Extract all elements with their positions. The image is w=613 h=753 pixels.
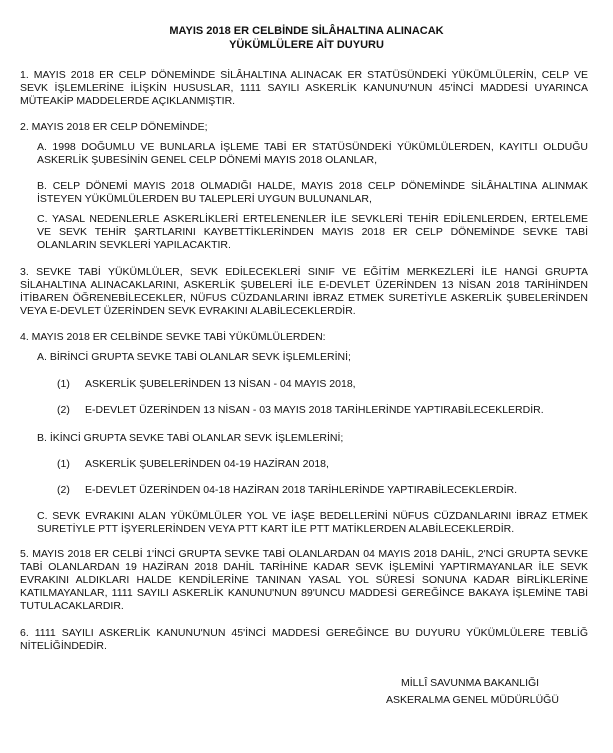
document-title-line2: YÜKÜMLÜLERE AİT DUYURU — [229, 39, 384, 51]
list-item-text: ASKERLİK ŞUBELERİNDEN 13 NİSAN - 04 MAYIS 2018, — [85, 378, 356, 390]
paragraph-4: 4. MAYIS 2018 ER CELBİNDE SEVKE TABİ YÜKÜMLÜLERDEN: — [20, 331, 326, 343]
paragraph-4c: C. SEVK EVRAKINI ALAN YÜKÜMLÜLER YOL VE İAŞE BEDELLERİNİ NÜFUS CÜZDANLARINI İBRAZ ETMEK SURETİYLE PTT İŞYERLERİNDEN VEYA PTT KART İLE PTT MATİKLERDEN ALABİLECEKLERDİR. — [37, 510, 588, 535]
list-item-number: (1) — [57, 378, 70, 390]
list-item-number: (2) — [57, 484, 70, 496]
list-item-4a1 — [57, 378, 597, 391]
document-title-line1: MAYIS 2018 ER CELBİNDE SİLÂHALTINA ALINACAK — [169, 25, 444, 37]
list-item-4b2 — [57, 484, 597, 497]
list-item-4b1 — [57, 458, 597, 471]
paragraph-4a: A. BİRİNCİ GRUPTA SEVKE TABİ OLANLAR SEVK İŞLEMLERİNİ; — [37, 351, 351, 363]
list-item-text: ASKERLİK ŞUBELERİNDEN 04-19 HAZİRAN 2018, — [85, 458, 329, 470]
list-item-text: E-DEVLET ÜZERİNDEN 13 NİSAN - 03 MAYIS 2018 TARİHLERİNDE YAPTIRABİLECEKLERDİR. — [85, 404, 544, 416]
signature-ministry: MİLLÎ SAVUNMA BAKANLIĞI — [401, 677, 540, 689]
signature-directorate: ASKERALMA GENEL MÜDÜRLÜĞÜ — [386, 694, 559, 706]
paragraph-4b: B. İKİNCİ GRUPTA SEVKE TABİ OLANLAR SEVK İŞLEMLERİNİ; — [37, 432, 344, 444]
list-item-number: (2) — [57, 404, 70, 416]
paragraph-3: 3. SEVKE TABİ YÜKÜMLÜLER, SEVK EDİLECEKLERİ SINIF VE EĞİTİM MERKEZLERİ İLE HANGİ GRUPTA SİLAHALTINA ALINACAKLARINI, ASKERLİK ŞUBELERİ İLE E-DEVLET ÜZERİNDEN 13 NİSAN 2018 TARİHİNDEN İTİBAREN ÖĞRENEBİLECEKLER, NÜFUS CÜZDANLARINI İBRAZ ETMEK SURETİYLE ASKERLİK ŞUBELERİNDEN VEYA E-DEVLET ÜZERİNDEN SEVK EVRAKINI ALABİLECEKLERDİR. — [20, 266, 588, 317]
paragraph-1: 1. MAYIS 2018 ER CELP DÖNEMİNDE SİLÂHALTINA ALINACAK ER STATÜSÜNDEKİ YÜKÜMLÜLERİN, CELP VE SEVK İŞLEMLERİNE İLİŞKİN HUSUSLAR, 1111 SAYILI ASKERLİK KANUNU'NUN 45'İNCİ MADDESİ UYARINCA MÜTEAKİP MADDELERDE AÇIKLANMIŞTIR. — [20, 69, 588, 107]
list-item-number: (1) — [57, 458, 70, 470]
paragraph-2a: A. 1998 DOĞUMLU VE BUNLARLA İŞLEME TABİ ER STATÜSÜNDEKİ YÜKÜMLÜLERDEN, KAYITLI OLDUĞU ASKERLİK ŞUBESİNİN GENEL CELP DÖNEMİ MAYIS 2018 OLANLAR, — [37, 141, 588, 166]
paragraph-2c: C. YASAL NEDENLERLE ASKERLİKLERİ ERTELENENLER İLE SEVKLERİ TEHİR EDİLENLERDEN, ERTELEME VE SEVK TEHİR ŞARTLARINI KAYBETTİKLERİNDEN MAYIS 2018 ER CELP DÖNEMİNDE SEVKE TABİ OLANLARIN SEVKLERİ YAPILACAKTIR. — [37, 213, 588, 251]
list-item-text: E-DEVLET ÜZERİNDEN 04-18 HAZİRAN 2018 TARİHLERİNDE YAPTIRABİLECEKLERDİR. — [85, 484, 517, 496]
paragraph-2b: B. CELP DÖNEMİ MAYIS 2018 OLMADIĞI HALDE, MAYIS 2018 CELP DÖNEMİNDE SİLÂHALTINA ALINMAK İSTEYEN YÜKÜMLÜLERDEN BU TALEPLERİ UYGUN BULUNANLAR, — [37, 180, 588, 205]
paragraph-5: 5. MAYIS 2018 ER CELBİ 1'İNCİ GRUPTA SEVKE TABİ OLANLARDAN 04 MAYIS 2018 DAHİL, 2'NCİ GRUPTA SEVKE TABİ OLANLARDAN 19 HAZİRAN 2018 DAHİL TARİHİNE KADAR SEVK İŞLEMİNİ YAPTIRMAYANLAR İLE SEVK EVRAKINI ALDIKLARI HALDE KENDİLERİNE TANINAN YASAL YOL SÜRESİ SONUNA KADAR BİRLİKLERİNE KATILMAYANLAR, 1111 SAYILI ASKERLİK KANUNU'NUN 89'UNCU MADDESİ GEREĞİNCE BAKAYA İŞLEMİNE TABİ TUTULACAKLARDIR. — [20, 548, 588, 612]
paragraph-6: 6. 1111 SAYILI ASKERLİK KANUNU'NUN 45'İNCİ MADDESİ GEREĞİNCE BU DUYURU YÜKÜMLÜLERE TEBLİĞ NİTELİĞİNDEDİR. — [20, 627, 588, 652]
list-item-4a2 — [57, 404, 597, 417]
paragraph-2: 2. MAYIS 2018 ER CELP DÖNEMİNDE; — [20, 121, 208, 133]
